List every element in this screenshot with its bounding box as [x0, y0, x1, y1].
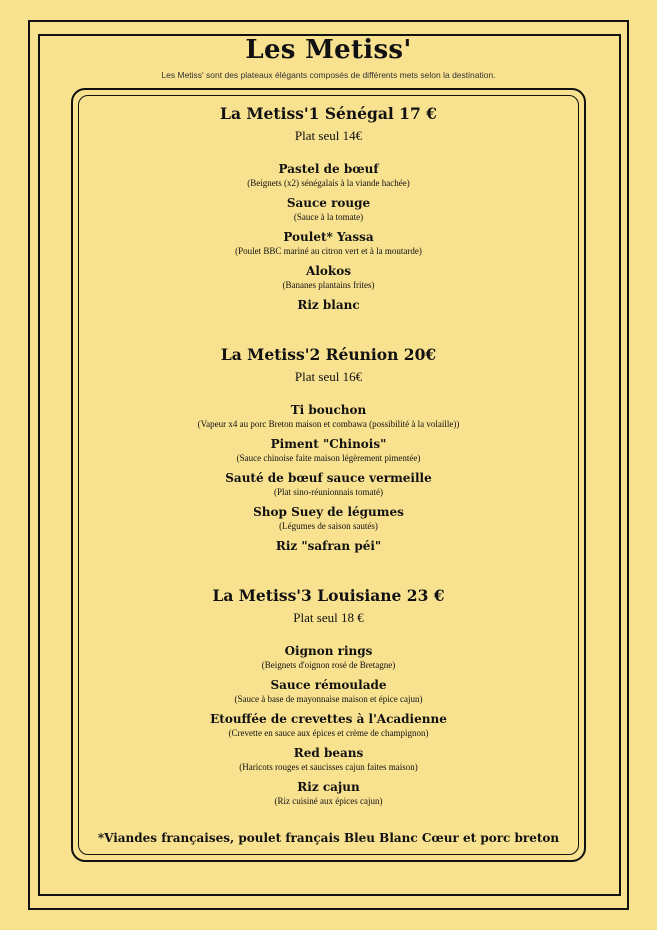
dish-name: Etouffée de crevettes à l'Acadienne [210, 712, 447, 726]
dish-description: (Plat sino-réunionnais tomaté) [274, 487, 383, 497]
dish-name: Red beans [293, 746, 364, 760]
menu-price-line: Plat seul 16€ [294, 369, 363, 384]
dish-name: Alokos [306, 264, 351, 278]
dish-name: Riz cajun [297, 780, 360, 794]
footnote: *Viandes françaises, poulet français Bleu Blanc Cœur et porc breton [97, 831, 560, 845]
page-title: Les Metiss' [245, 35, 412, 65]
dish-description: (Bananes plantains frites) [282, 280, 375, 290]
dish-description: (Riz cuisiné aux épices cajun) [274, 796, 383, 806]
dish-description: (Poulet BBC mariné au citron vert et à la moutarde) [235, 246, 422, 256]
dish-name: Ti bouchon [290, 403, 367, 417]
dish-description: (Haricots rouges et saucisses cajun faites maison) [239, 762, 418, 772]
dish-name: Sauce rémoulade [270, 678, 387, 692]
menu-section-senegal [80, 104, 577, 313]
menu-title: La Metiss'1 Sénégal 17 € [220, 104, 437, 123]
menu-title: La Metiss'3 Louisiane 23 € [212, 586, 445, 605]
dish-description: (Vapeur x4 au porc Breton maison et combawa (possibilité à la volaille)) [197, 419, 460, 429]
menu-price-line: Plat seul 18 € [293, 610, 364, 625]
dish-name: Oignon rings [284, 644, 373, 658]
dish-description: (Légumes de saison sautés) [279, 521, 378, 531]
dish-description: (Sauce à base de mayonnaise maison et épice cajun) [234, 694, 423, 704]
dish-name: Pastel de bœuf [278, 162, 379, 176]
menu-section-louisiane [80, 586, 577, 813]
dish-description: (Crevette en sauce aux épices et crème de champignon) [228, 728, 429, 738]
menu-title: La Metiss'2 Réunion 20€ [220, 345, 437, 364]
menu-price-line: Plat seul 14€ [294, 128, 363, 143]
dish-name: Sauté de bœuf sauce vermeille [225, 471, 432, 485]
dish-description: (Beignets d'oignon rosé de Bretagne) [261, 660, 396, 670]
dish-description: (Sauce chinoise faite maison légèrement pimentée) [236, 453, 421, 463]
page-subtitle: Les Metiss' sont des plateaux élégants composés de différents mets selon la destination. [161, 70, 496, 80]
dish-name: Sauce rouge [286, 196, 371, 210]
dish-description: (Beignets (x2) sénégalais à la viande hachée) [247, 178, 410, 188]
dish-description: (Sauce à la tomate) [293, 212, 364, 222]
dish-name: Riz "safran péi" [275, 539, 382, 553]
dish-name: Piment "Chinois" [270, 437, 387, 451]
dish-name: Poulet* Yassa [283, 230, 374, 244]
dish-name: Shop Suey de légumes [253, 505, 404, 519]
menu-section-reunion [80, 345, 577, 554]
dish-name: Riz blanc [297, 298, 360, 312]
